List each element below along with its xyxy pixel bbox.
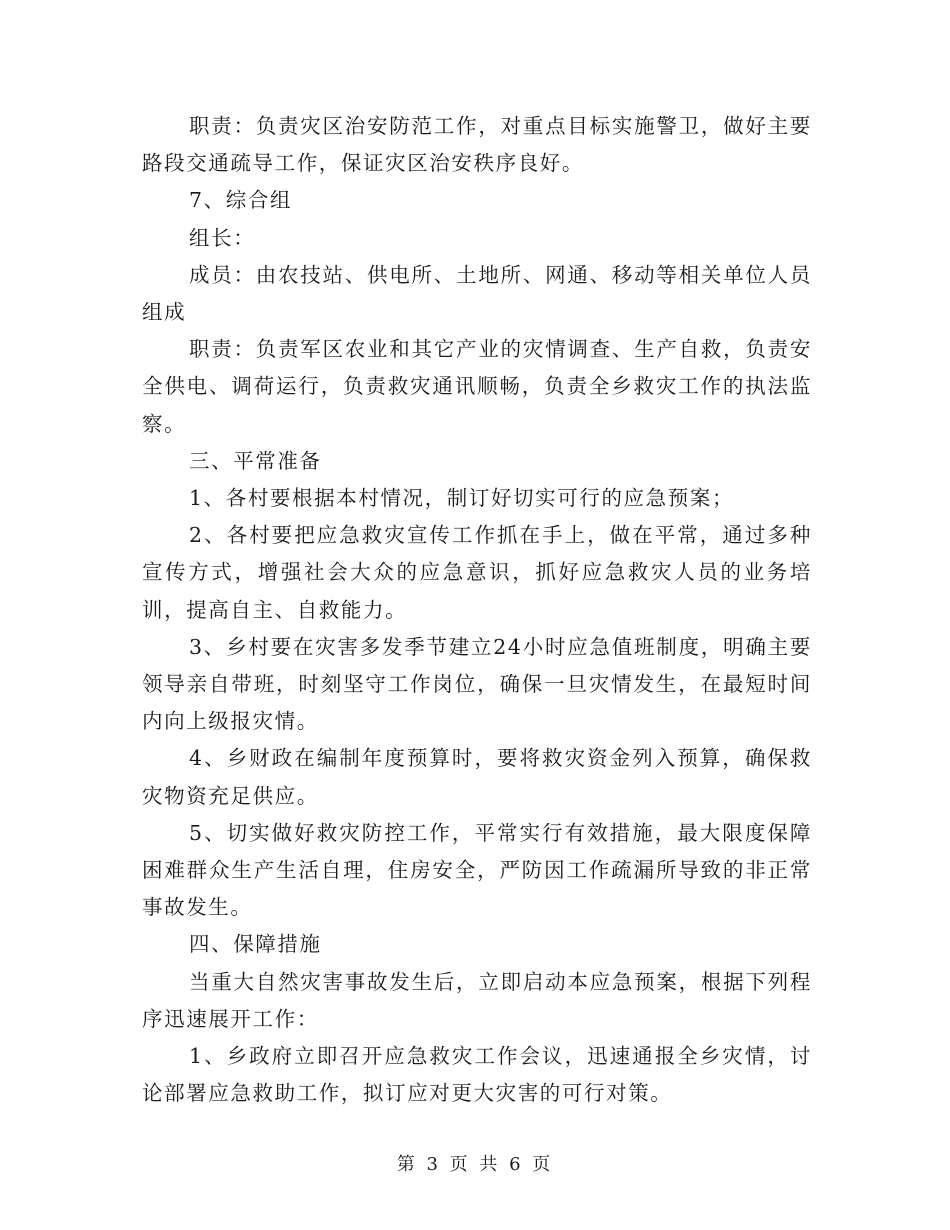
paragraph-prep-5: 5、切实做好救灾防控工作，平常实行有效措施，最大限度保障困难群众生产生活自理，住房安全，严防因工作疏漏所导致的非正常事故发生。: [142, 820, 812, 920]
paragraph-prep-1: 1、各村要根据本村情况，制订好切实可行的应急预案；: [189, 486, 735, 511]
paragraph-group-leader: 组长：: [189, 225, 256, 250]
paragraph-measures-1: 1、乡政府立即召开应急救灾工作会议，迅速通报全乡灾情，讨论部署应急救助工作，拟订应对更大灾害的可行对策。: [142, 1044, 812, 1106]
paragraph-members: 成员：由农技站、供电所、土地所、网通、移动等相关单位人员组成: [142, 262, 812, 325]
paragraph-prep-4: 4、乡财政在编制年度预算时，要将救灾资金列入预算，确保救灾物资充足供应。: [142, 746, 812, 808]
paragraph-prep-2: 2、各村要把应急救灾宣传工作抓在手上，做在平常，通过多种宣传方式，增强社会大众的应急意识，抓好应急救灾人员的业务培训，提高自主、自救能力。: [142, 523, 812, 622]
paragraph-prep-3: 3、乡村要在灾害多发季节建立24小时应急值班制度，明确主要领导亲自带班，时刻坚守工作岗位，确保一旦灾情发生，在最短时间内向上级报灾情。: [142, 634, 812, 734]
document-body: [142, 108, 812, 1112]
paragraph-measures-intro: 当重大自然灾害事故发生后，立即启动本应急预案，根据下列程序迅速展开工作：: [142, 969, 812, 1031]
heading-group-7: 7、综合组: [189, 188, 293, 213]
paragraph-duty-security: 职责：负责灾区治安防范工作，对重点目标实施警卫，做好主要路段交通疏导工作，保证灾区治安秩序良好。: [142, 114, 812, 176]
paragraph-duty-general: 职责：负责军区农业和其它产业的灾情调查、生产自救，负责安全供电、调荷运行，负责救灾通讯顺畅，负责全乡救灾工作的执法监察。: [142, 337, 812, 436]
section-heading-measures: 四、保障措施: [189, 932, 322, 957]
page-number-footer: 第 3 页 共 6 页: [396, 1154, 554, 1175]
section-heading-preparation: 三、平常准备: [189, 448, 322, 473]
